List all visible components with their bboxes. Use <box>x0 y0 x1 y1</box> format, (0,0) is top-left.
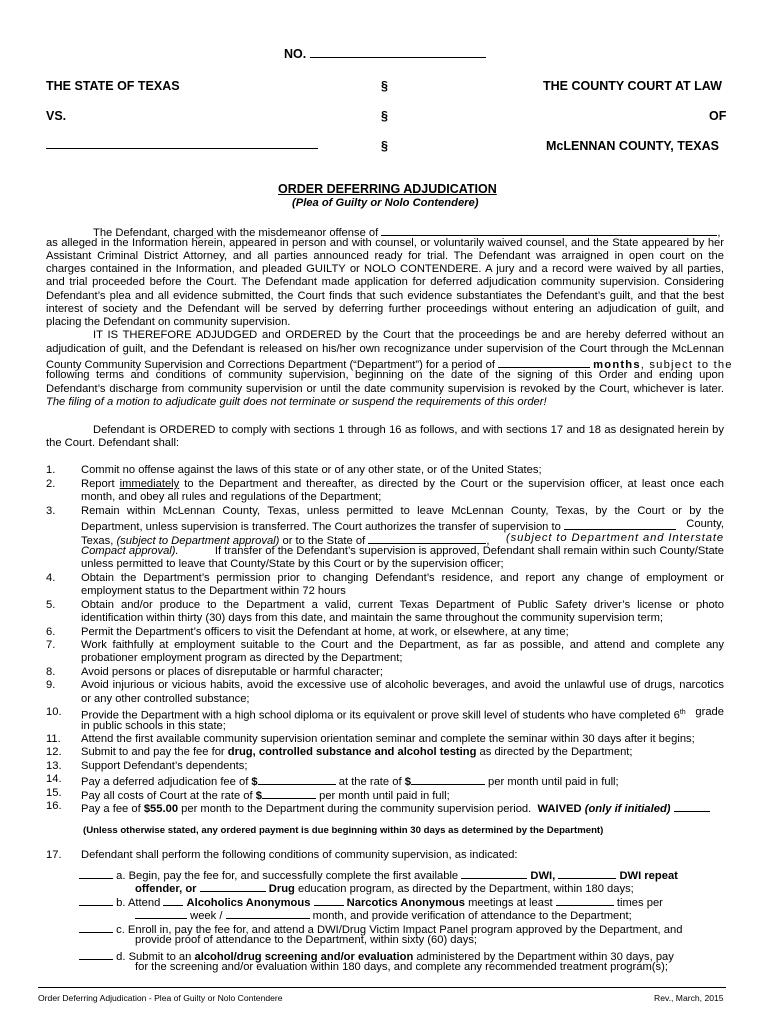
offense-field[interactable] <box>381 224 717 236</box>
p1-line-4: charges contained in the Information, and pleaded GUILTY or NOLO CONTENDERE. A jury and a record were waived by all parties, <box>46 263 724 275</box>
drug-program-field[interactable] <box>200 880 266 892</box>
item-3-number: 3. <box>46 505 56 517</box>
item-9-number: 9. <box>46 679 56 691</box>
of-label: OF <box>709 109 727 123</box>
per-week-field[interactable] <box>135 907 187 919</box>
item-17-number: 17. <box>46 849 62 861</box>
deferred-fee-rate-field[interactable] <box>411 773 485 785</box>
item-7-number: 7. <box>46 639 56 651</box>
meeting-count-field[interactable] <box>556 894 614 906</box>
case-number-label <box>284 46 486 61</box>
item-15-text: Pay all costs of Court at the rate of $ per month until paid in full; <box>81 787 450 804</box>
item-3-line-5: unless permitted to leave that County/State by this Court or by the supervision officer; <box>81 558 504 570</box>
item-10-line-2: in public schools in this state; <box>81 720 226 732</box>
p1-line-2: as alleged in the Information herein, appeared in person and with counsel, or voluntarily waived counsel, and the State appeared by her <box>46 237 724 249</box>
aa-field[interactable] <box>163 894 183 906</box>
item-17d-check-field[interactable] <box>79 948 113 960</box>
p2-line-6: The filing of a motion to adjudicate guilt does not terminate or suspend the requirements of this order! <box>46 396 547 408</box>
p2-line-3: County Community Supervision and Corrections Department (“Department”) for a period of months, subject to the <box>46 356 733 373</box>
item-12-text: Submit to and pay the fee for drug, controlled substance and alcohol testing as directed by the Department; <box>81 746 633 758</box>
footer-right: Rev., March, 2015 <box>654 993 724 1003</box>
item-17a-check-field[interactable] <box>79 867 113 879</box>
item-17c-line-1: c. Enroll in, pay the fee for, and attend a DWI/Drug Victim Impact Panel program approved by the Department, and <box>79 921 682 938</box>
item-3-line-3: Texas, (subject to Department approval) or to the State of , (subject to Department and Interstate <box>81 532 724 547</box>
item-17d-line-2: for the screening and/or evaluation within 180 days, and complete any recommended treatment program(s); <box>135 961 668 973</box>
section-symbol-3: § <box>381 139 388 153</box>
item-3-line-4: Compact approval). If transfer of the Defendant’s supervision is approved, Defendant shall remain within such County/State <box>81 545 724 557</box>
defendant-name-field[interactable] <box>46 148 318 149</box>
no-label: NO. <box>284 47 307 61</box>
item-17-intro: Defendant shall perform the following conditions of community supervision, as indicated: <box>81 849 518 861</box>
item-17b-line-2: week / month, and provide verification of attendance to the Department; <box>135 907 632 924</box>
item-17c-check-field[interactable] <box>79 921 113 933</box>
item-15-number: 15. <box>46 787 62 799</box>
supervision-period-field[interactable] <box>498 356 590 368</box>
case-number-field[interactable] <box>310 46 486 58</box>
na-field[interactable] <box>314 894 344 906</box>
transfer-county-field[interactable] <box>564 518 676 530</box>
item-8-number: 8. <box>46 666 56 678</box>
transfer-state-field[interactable] <box>368 532 486 544</box>
p2-line-4: following terms and conditions of community supervision, beginning on the date of the signing of this Order and ending upon <box>46 369 724 381</box>
item-4-line-2: employment status to the Department within 72 hours <box>81 585 346 597</box>
p2-line-2: adjudication of guilt, and the Defendant is released on his/her own recognizance under supervision of the Court through the McLennan <box>46 343 724 355</box>
item-17c-line-2: provide proof of attendance to the Department, within sixty (60) days; <box>135 934 478 946</box>
item-10-number: 10. <box>46 706 62 718</box>
item-5-line-2: identification within thirty (30) days from this date, and maintain the same throughout the community supervision term; <box>81 612 664 624</box>
state-of-texas: THE STATE OF TEXAS <box>46 79 180 93</box>
item-3-line-2: Department, unless supervision is transferred. The Court authorizes the transfer of supervision to County, <box>81 518 724 533</box>
item-5-number: 5. <box>46 599 56 611</box>
item-12-number: 12. <box>46 746 62 758</box>
item-7-line-1: Work faithfully at employment suitable to the Court and the Department, as far as possible, and attend and complete any <box>81 639 724 651</box>
item-17a-line-1: a. Begin, pay the fee for, and successfully complete the first available DWI, DWI repeat <box>79 867 678 884</box>
deferred-fee-field[interactable] <box>258 773 336 785</box>
item-11-number: 11. <box>46 733 61 745</box>
item-13-number: 13. <box>46 760 62 772</box>
payment-note: (Unless otherwise stated, any ordered payment is due beginning within 30 days as determined by the Department) <box>83 825 604 836</box>
item-2-number: 2. <box>46 478 56 490</box>
court-costs-rate-field[interactable] <box>262 787 316 799</box>
item-17b-check-field[interactable] <box>79 894 113 906</box>
p1-line-8: placing the Defendant on community supervision. <box>46 316 291 328</box>
county-court-at-law: THE COUNTY COURT AT LAW <box>543 79 722 93</box>
item-16-text: Pay a fee of $55.00 per month to the Department during the community supervision period. WAIVED (only if initialed) <box>81 800 710 817</box>
item-9-line-2: or any other controlled substance; <box>81 693 250 705</box>
item-14-number: 14. <box>46 773 62 785</box>
p1-line-6: Defendant’s plea and all evidence submitted, the Court finds that such evidence substantiates the Defendant’s guilt, and that the best <box>46 290 724 302</box>
section-symbol-2: § <box>381 109 388 123</box>
item-1-number: 1. <box>46 464 56 476</box>
waived-initials-field[interactable] <box>674 800 710 812</box>
item-6-text: Permit the Department’s officers to visit the Defendant at home, at work, or elsewhere, at any time; <box>81 626 569 638</box>
item-2-line-1: Report immediately to the Department and thereafter, as directed by the Court or the supervision officer, at least once each <box>81 478 724 490</box>
item-9-line-1: Avoid injurious or vicious habits, avoid the excessive use of alcoholic beverages, and avoid the unlawful use of drugs, narcotics <box>81 679 724 691</box>
p1-line-7: interest of society and the Defendant will be served by deferring further proceedings without entering an adjudication of guilt, and <box>46 303 724 315</box>
item-4-line-1: Obtain the Department’s permission prior to changing Defendant’s residence, and report any change of employment or <box>81 572 724 584</box>
p1-line-3: Assistant Criminal District Attorney, and all parties announced ready for trial. The Defendant was arraigned in open court on the <box>46 250 724 262</box>
dwi-repeat-field[interactable] <box>558 867 616 879</box>
dwi-field[interactable] <box>461 867 527 879</box>
item-7-line-2: probationer employment program as directed by the Department; <box>81 652 403 664</box>
page-subtitle: (Plea of Guilty or Nolo Contendere) <box>292 197 479 209</box>
p3-line-1: Defendant is ORDERED to comply with sections 1 through 16 as follows, and with sections 17 and 18 as designated herein by <box>93 424 724 436</box>
section-symbol-1: § <box>381 79 388 93</box>
p3-line-2: the Court. Defendant shall: <box>46 437 180 449</box>
p2-line-1: IT IS THEREFORE ADJUDGED and ORDERED by the Court that the proceedings be and are hereby deferred without an <box>93 329 724 341</box>
item-17b-line-1: b. Attend Alcoholics Anonymous Narcotics Anonymous meetings at least times per <box>79 894 663 911</box>
item-17d-line-1: d. Submit to an alcohol/drug screening and/or evaluation administered by the Department within 30 days, pay <box>79 948 674 965</box>
p1-line-5: and trial proceeded before the Court. The Defendant made application for deferred adjudication community supervision. Considering <box>46 276 724 288</box>
item-14-text: Pay a deferred adjudication fee of $ at the rate of $ per month until paid in full; <box>81 773 619 790</box>
page-title: ORDER DEFERRING ADJUDICATION <box>278 182 497 196</box>
footer-left: Order Deferring Adjudication - Plea of Guilty or Nolo Contendere <box>38 993 283 1003</box>
item-10-line-1: Provide the Department with a high school diploma or its equivalent or prove skill level of students who have completed 6th grade <box>81 706 724 722</box>
p1-line-1: The Defendant, charged with the misdemeanor offense of , <box>93 224 720 241</box>
item-1-text: Commit no offense against the laws of this state or of any other state, or of the United States; <box>81 464 542 476</box>
p2-line-5: Defendant’s discharge from community supervision or until the date community supervision is revoked by the Court, whichever is later. <box>46 383 724 395</box>
item-11-text: Attend the first available community supervision orientation seminar and complete the seminar within 30 days after it begins; <box>81 733 695 745</box>
footer-rule <box>38 987 726 988</box>
versus-label: VS. <box>46 109 67 123</box>
item-16-number: 16. <box>46 800 62 812</box>
item-13-text: Support Defendant’s dependents; <box>81 760 248 772</box>
item-17a-line-2: offender, or Drug education program, as directed by the Department, within 180 days; <box>135 880 634 897</box>
item-5-line-1: Obtain and/or produce to the Department a valid, current Texas Department of Public Safety driver’s license or photo <box>81 599 724 611</box>
item-6-number: 6. <box>46 626 56 638</box>
per-month-field[interactable] <box>226 907 310 919</box>
item-2-line-2: month, and obey all rules and regulations of the Department; <box>81 491 382 503</box>
item-4-number: 4. <box>46 572 56 584</box>
item-8-text: Avoid persons or places of disreputable or harmful character; <box>81 666 384 678</box>
mclennan-county: McLENNAN COUNTY, TEXAS <box>546 139 719 153</box>
item-3-line-1: Remain within McLennan County, Texas, unless permitted to leave McLennan County, Texas, by the Court or by the <box>81 505 724 517</box>
